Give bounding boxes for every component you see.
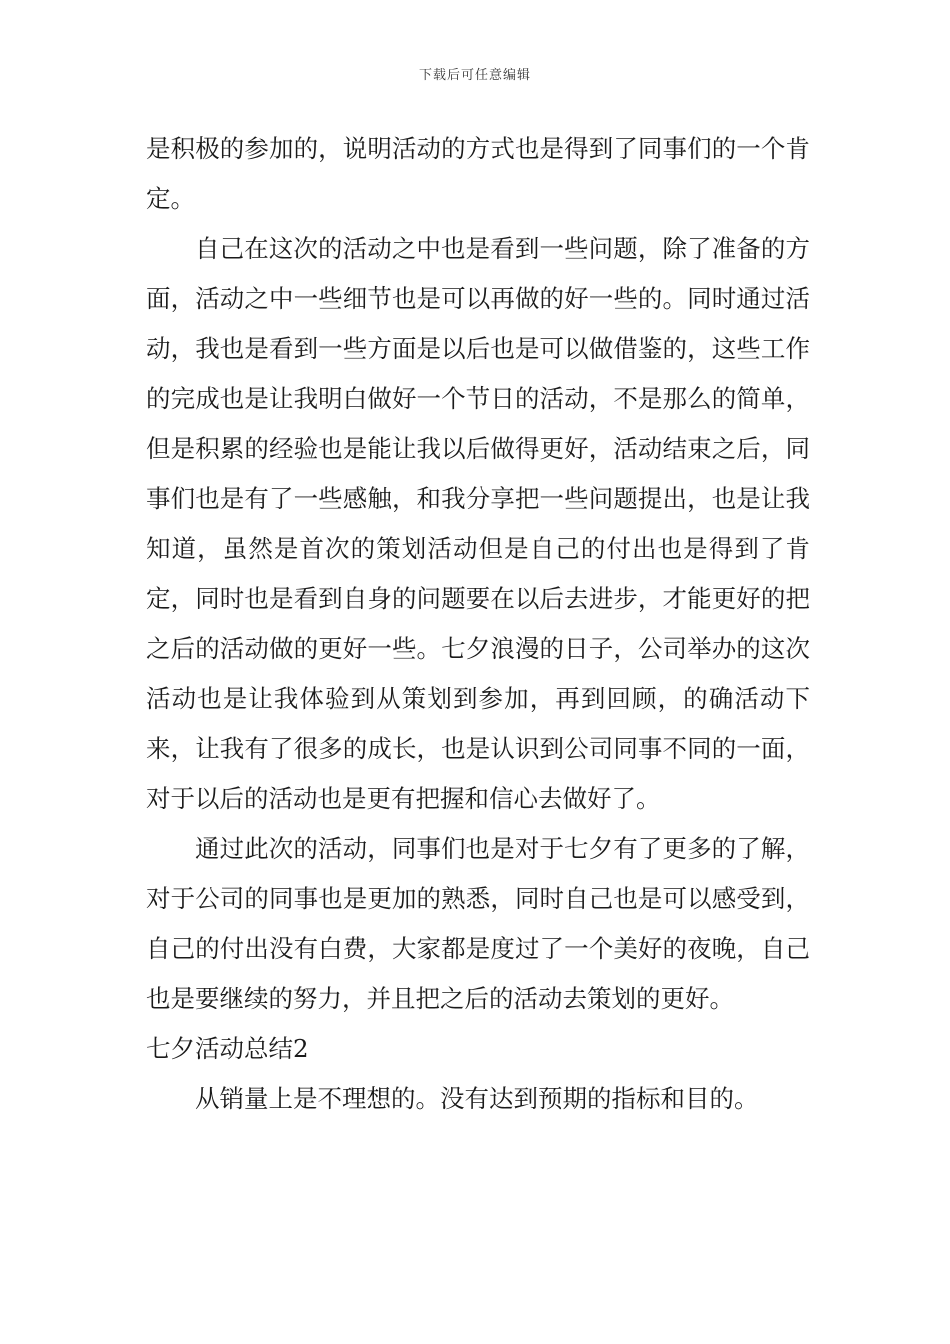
document-body <box>146 124 810 1124</box>
paragraph-sales: 从销量上是不理想的。没有达到预期的指标和目的。 <box>195 1084 759 1113</box>
paragraph-conclusion: 通过此次的活动，同事们也是对于七夕有了更多的了解，对于公司的同事也是更加的熟悉，同时自己也是可以感受到，自己的付出没有白费，大家都是度过了一个美好的夜晚，自己也是要继续的努力，并且把之后的活动去策划的更好。 <box>146 834 810 1013</box>
paragraph-continuation: 是积极的参加的，说明活动的方式也是得到了同事们的一个肯定。 <box>146 134 810 213</box>
section-title: 七夕活动总结2 <box>146 1034 309 1063</box>
paragraph-problems-reflection: 自己在这次的活动之中也是看到一些问题，除了准备的方面，活动之中一些细节也是可以再做的好一些的。同时通过活动，我也是看到一些方面是以后也是可以做借鉴的，这些工作的完成也是让我明白做好一个节日的活动，不是那么的简单，但是积累的经验也是能让我以后做得更好，活动结束之后，同事们也是有了一些感触，和我分享把一些问题提出，也是让我知道，虽然是首次的策划活动但是自己的付出也是得到了肯定，同时也是看到自身的问题要在以后去进步，才能更好的把之后的活动做的更好一些。七夕浪漫的日子，公司举办的这次活动也是让我体验到从策划到参加，再到回顾，的确活动下来，让我有了很多的成长，也是认识到公司同事不同的一面，对于以后的活动也是更有把握和信心去做好了。 <box>146 234 810 813</box>
page-header: 下载后可任意编辑 <box>418 68 531 83</box>
